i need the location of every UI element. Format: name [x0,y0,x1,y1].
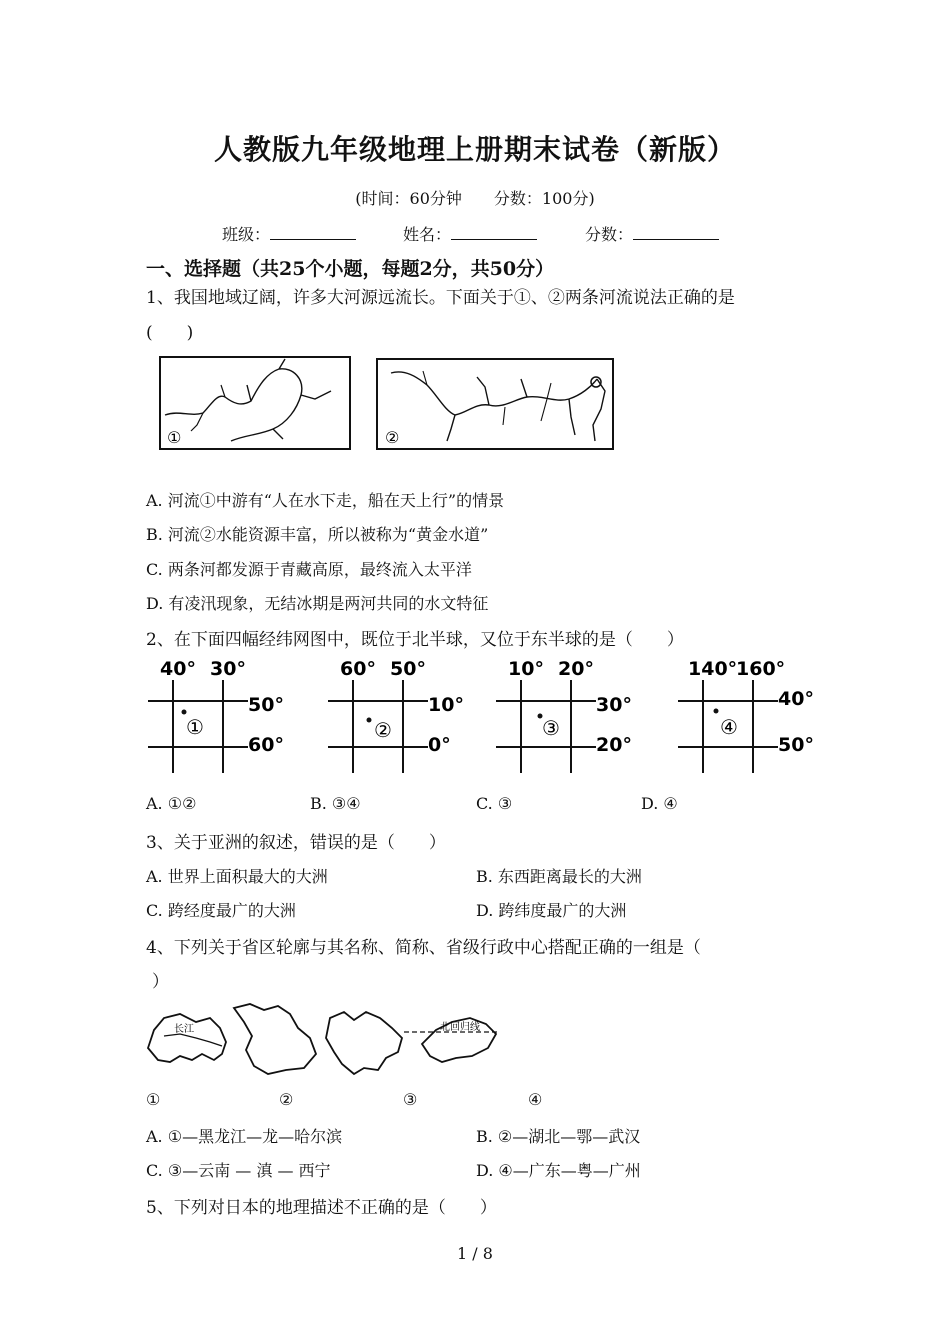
q1-river-maps [155,355,625,455]
grid-2-lon-left: 60° [340,658,376,680]
section-title: 一、选择题（共25个小题，每题2分，共50分） [146,258,555,280]
river-map-2-label: ② [385,428,400,447]
q3-option-a[interactable]: A. 世界上面积最大的大洲 [146,867,328,886]
name-blank[interactable] [451,225,537,240]
page-title: 人教版九年级地理上册期末试卷（新版） [213,133,736,166]
q1-option-d[interactable]: D. 有凌汛现象，无结冰期是两河共同的水文特征 [146,594,489,613]
class-blank[interactable] [270,225,356,240]
grid-map-2 [328,658,464,773]
q3-text: 3、关于亚洲的叙述，错误的是（ ） [146,833,446,853]
score-label: 分数： [585,225,634,244]
grid-1-lat-bottom: 60° [248,734,284,756]
grid-2-lat-top: 10° [428,694,464,716]
q4-map-label-4: ④ [528,1090,543,1109]
q1-text: 1、我国地域辽阔，许多大河源远流长。下面关于①、②两条河流说法正确的是 [146,288,735,308]
grid-1-lon-right: 30° [210,658,246,680]
grid-4-lat-top: 40° [778,688,814,710]
score-field[interactable] [585,222,719,245]
q5-text: 5、下列对日本的地理描述不正确的是（ ） [146,1198,497,1218]
q1-option-c[interactable]: C. 两条河都发源于青藏高原，最终流入太平洋 [146,560,472,579]
grid-3-lon-right: 20° [558,658,594,680]
province-map-4 [404,1018,500,1062]
q4-option-c[interactable]: C. ③—云南 — 滇 — 西宁 [146,1161,331,1180]
grid-4-label: ④ [720,715,738,739]
name-field[interactable] [403,222,537,245]
q3-option-c[interactable]: C. 跨经度最广的大洲 [146,901,296,920]
q4-map-label-3: ③ [403,1090,418,1109]
q4-option-a[interactable]: A. ①—黑龙江—龙—哈尔滨 [146,1127,343,1146]
province-map-2 [234,1004,316,1074]
class-label: 班级： [222,225,271,244]
q2-option-b[interactable]: B. ③④ [310,794,361,813]
q2-option-c[interactable]: C. ③ [476,794,513,813]
q2-text: 2、在下面四幅经纬网图中，既位于北半球，又位于东半球的是（ ） [146,630,684,650]
river-map-1 [160,357,350,449]
q2-grid-maps [140,655,820,775]
grid-map-1 [148,658,284,773]
grid-map-4 [678,658,814,773]
q2-option-a[interactable]: A. ①② [146,794,197,813]
score-blank[interactable] [633,225,719,240]
grid-1-lat-top: 50° [248,694,284,716]
q4-province-maps [140,998,510,1078]
province-map-1 [148,1014,226,1062]
grid-4-lat-bottom: 50° [778,734,814,756]
grid-1-label: ① [186,715,204,739]
q1-option-b[interactable]: B. 河流②水能资源丰富，所以被称为“黄金水道” [146,525,489,544]
q3-option-b[interactable]: B. 东西距离最长的大洲 [476,867,642,886]
q4-map-label-1: ① [146,1090,161,1109]
q2-option-d[interactable]: D. ④ [641,794,678,813]
river-map-2 [377,359,613,449]
class-field[interactable] [222,222,356,245]
province-map-1-river: 长江 [174,1024,194,1035]
grid-2-label: ② [374,718,392,742]
q1-option-a[interactable]: A. 河流①中游有“人在水下走，船在天上行”的情景 [146,491,505,510]
q3-option-d[interactable]: D. 跨纬度最广的大洲 [476,901,627,920]
q4-text: 4、下列关于省区轮廓与其名称、简称、省级行政中心搭配正确的一组是（ [146,938,701,958]
river-map-1-label: ① [167,428,182,447]
grid-3-lat-top: 30° [596,694,632,716]
grid-map-3 [496,658,632,773]
grid-3-label: ③ [542,716,560,740]
page-number: 1 / 8 [457,1244,493,1263]
exam-time-score: (时间：60分钟 分数：100分) [355,189,595,208]
q1-paren: ( ) [146,323,194,343]
q4-option-b[interactable]: B. ②—湖北—鄂—武汉 [476,1127,641,1146]
grid-2-lon-right: 50° [390,658,426,680]
grid-4-lon-left: 140° [688,658,738,680]
grid-2-lat-bottom: 0° [428,734,451,756]
q4-paren-close: ） [152,972,169,992]
q4-option-d[interactable]: D. ④—广东—粤—广州 [476,1161,641,1180]
grid-1-lon-left: 40° [160,658,196,680]
q4-map-label-2: ② [279,1090,294,1109]
name-label: 姓名： [403,225,452,244]
grid-3-lon-left: 10° [508,658,544,680]
province-map-4-tropic: 北回归线 [440,1022,480,1033]
grid-3-lat-bottom: 20° [596,734,632,756]
province-map-3 [326,1012,402,1074]
grid-4-lon-right: 160° [736,658,786,680]
